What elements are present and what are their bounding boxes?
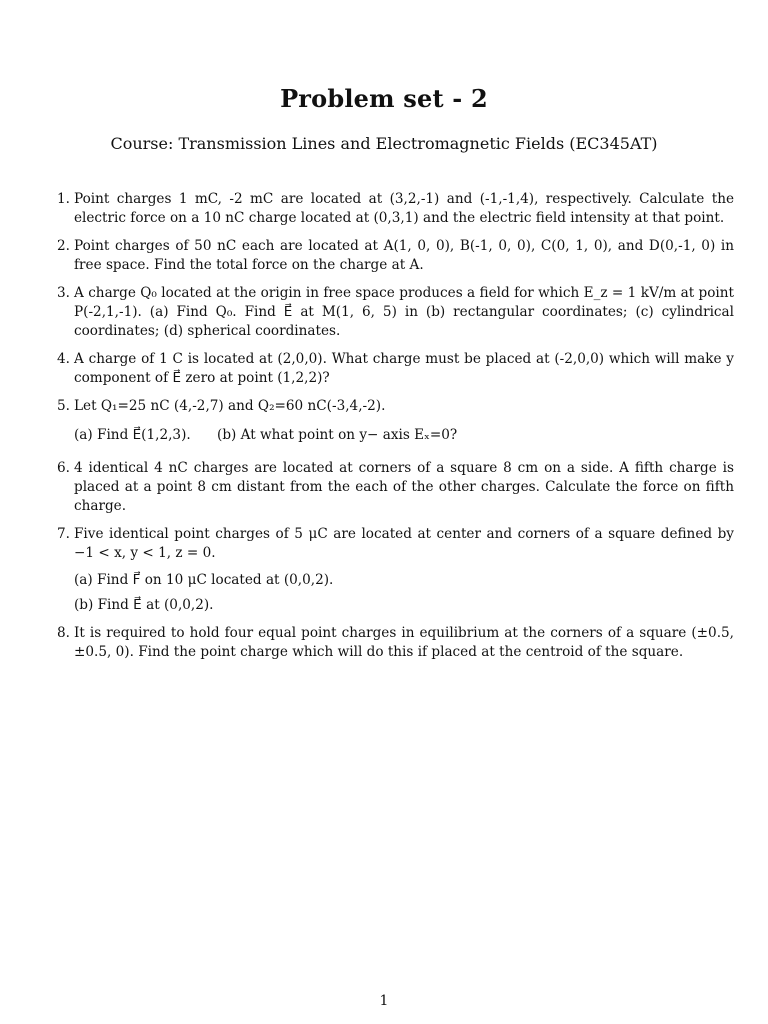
problem-list <box>52 190 734 671</box>
problem-number: 2. <box>57 238 70 254</box>
problem-number: 6. <box>57 460 70 476</box>
problem-item <box>52 525 734 615</box>
problem-item <box>52 459 734 516</box>
course-subtitle: Course: Transmission Lines and Electromagnetic Fields (EC345AT) <box>110 134 658 153</box>
problem-number: 1. <box>57 191 70 207</box>
problem-item <box>52 350 734 388</box>
problem-item <box>52 190 734 228</box>
problem-item <box>52 624 734 662</box>
problem-item <box>52 237 734 275</box>
problem-item <box>52 284 734 341</box>
problem-text: Point charges of 50 nC each are located at A(1, 0, 0), B(-1, 0, 0), C(0, 1, 0), and D(0,-1, 0) in free space. Find the total force on the charge at A. <box>74 238 734 273</box>
subpart-b: (b) At what point on y− axis Eₓ=0? <box>217 427 458 443</box>
subpart-b: (b) Find E⃗ at (0,0,2). <box>74 597 214 613</box>
subpart-group <box>74 571 734 615</box>
problem-text: Five identical point charges of 5 μC are located at center and corners of a square defined by −1 < x, y < 1, z = 0. <box>74 526 734 561</box>
page-number: 1 <box>379 993 389 1009</box>
problem-text: It is required to hold four equal point charges in equilibrium at the corners of a square (±0.5, ±0.5, 0). Find the point charge which will do this if placed at the centroid of the square. <box>74 625 734 660</box>
page-title: Problem set - 2 <box>280 84 488 113</box>
problem-number: 3. <box>57 285 70 301</box>
problem-number: 5. <box>57 398 70 414</box>
subpart-group <box>74 426 734 445</box>
problem-number: 8. <box>57 625 70 641</box>
subpart-a: (a) Find E⃗(1,2,3). <box>74 427 191 443</box>
subpart-a: (a) Find F⃗ on 10 μC located at (0,0,2). <box>74 572 334 588</box>
problem-text: 4 identical 4 nC charges are located at corners of a square 8 cm on a side. A fifth charge is placed at a point 8 cm distant from the each of the other charges. Calculate the force on fifth charge. <box>74 460 734 514</box>
problem-text: A charge Q₀ located at the origin in free space produces a field for which E_z = 1 kV/m at point P(-2,1,-1). (a) Find Q₀. Find E⃗ at M(1, 6, 5) in (b) rectangular coordinates; (c) cylindrical coordinates; (d) spherical coordinates. <box>74 285 734 339</box>
problem-text: Let Q₁=25 nC (4,-2,7) and Q₂=60 nC(-3,4,-2). <box>74 398 386 414</box>
problem-text: A charge of 1 C is located at (2,0,0). What charge must be placed at (-2,0,0) which will make y component of E⃗ zero at point (1,2,2)? <box>74 351 734 386</box>
problem-number: 4. <box>57 351 70 367</box>
problem-number: 7. <box>57 526 70 542</box>
problem-item <box>52 397 734 445</box>
problem-text: Point charges 1 mC, -2 mC are located at (3,2,-1) and (-1,-1,4), respectively. Calculate the electric force on a 10 nC charge located at (0,3,1) and the electric field intensity at that point. <box>74 191 734 226</box>
